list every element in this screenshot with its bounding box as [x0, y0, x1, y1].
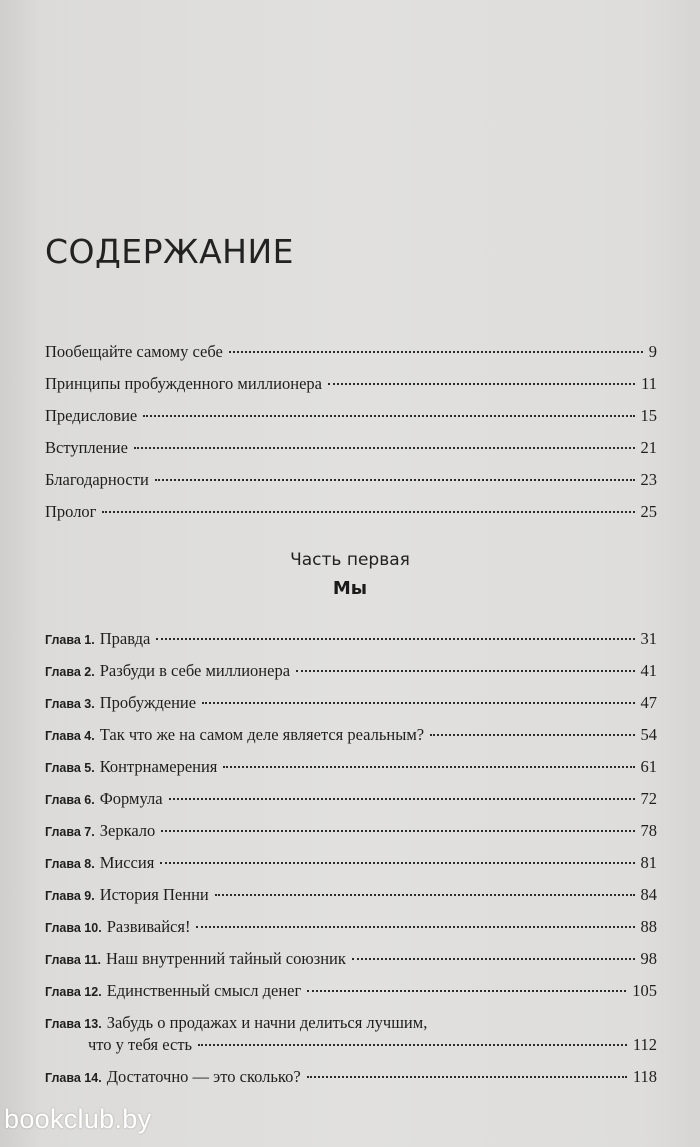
dot-leader: [196, 926, 634, 928]
toc-entry-title: Пообещайте самому себе: [45, 342, 223, 361]
toc-chapter: [88, 1035, 657, 1055]
toc-chapter: [45, 821, 657, 842]
chapter-page: 47: [640, 693, 657, 712]
toc-entry: [45, 438, 657, 458]
toc-chapter: [45, 853, 657, 874]
toc-chapter: [45, 949, 657, 970]
dot-leader: [430, 734, 634, 736]
chapter-number: Глава 4.: [45, 729, 95, 743]
chapter-page: 98: [640, 949, 657, 968]
chapter-number: Глава 5.: [45, 761, 95, 775]
chapter-title: Формула: [99, 789, 163, 808]
dot-leader: [143, 415, 634, 417]
toc-chapter: [45, 1067, 657, 1088]
page-title: СОДЕРЖАНИЕ: [45, 232, 295, 271]
toc-entry: [45, 374, 657, 394]
chapter-number: Глава 3.: [45, 697, 95, 711]
dot-leader: [229, 351, 643, 353]
toc-entry: [45, 502, 657, 522]
chapter-page: 81: [640, 853, 657, 872]
chapter-page: 61: [640, 757, 657, 776]
chapter-title: Контрнамерения: [99, 757, 218, 776]
toc-chapter: [45, 789, 657, 810]
chapter-page: 118: [632, 1067, 657, 1086]
chapter-title: Достаточно — это сколько?: [106, 1067, 301, 1086]
chapter-page: 41: [640, 661, 657, 680]
toc-entry-page: 21: [640, 438, 657, 457]
toc-chapter: [45, 885, 657, 906]
toc-entry-page: 9: [648, 342, 657, 361]
chapter-title: Зеркало: [99, 821, 156, 840]
toc-entry-title: Вступление: [45, 438, 128, 457]
dot-leader: [155, 479, 635, 481]
chapter-number: Глава 8.: [45, 857, 95, 871]
toc-chapter: [45, 629, 657, 650]
toc-entry: [45, 470, 657, 490]
chapter-title: Единственный смысл денег: [106, 981, 302, 1000]
chapter-page: 31: [640, 629, 657, 648]
dot-leader: [307, 990, 626, 992]
toc-entry-page: 11: [641, 374, 657, 393]
chapter-number: Глава 14.: [45, 1071, 102, 1085]
chapter-page: 88: [640, 917, 657, 936]
chapter-number: Глава 7.: [45, 825, 95, 839]
dot-leader: [169, 798, 635, 800]
chapter-number: Глава 2.: [45, 665, 95, 679]
chapter-page: 54: [640, 725, 657, 744]
chapter-page: 112: [632, 1035, 657, 1054]
chapter-title: Наш внутренний тайный союзник: [106, 949, 346, 968]
chapter-title: Разбуди в себе миллионера: [99, 661, 291, 680]
toc-entry: [45, 342, 657, 362]
toc-chapter-line1: [45, 1013, 427, 1034]
dot-leader: [307, 1076, 627, 1078]
chapter-title: Так что же на самом деле является реальным?: [99, 725, 425, 744]
chapter-title: Миссия: [99, 853, 155, 872]
dot-leader: [156, 638, 634, 640]
chapter-number: Глава 11.: [45, 953, 101, 967]
toc-entry-page: 15: [640, 406, 657, 425]
toc-entry-page: 23: [640, 470, 657, 489]
chapter-title: История Пенни: [99, 885, 209, 904]
chapter-title-continued: что у тебя есть: [88, 1035, 193, 1054]
dot-leader: [215, 894, 635, 896]
chapter-number: Глава 9.: [45, 889, 95, 903]
toc-chapter: [45, 693, 657, 714]
toc-chapter: [45, 757, 657, 778]
dot-leader: [202, 702, 634, 704]
dot-leader: [296, 670, 634, 672]
toc-entry-title: Принципы пробужденного миллионера: [45, 374, 322, 393]
chapter-page: 84: [640, 885, 657, 904]
toc-entry-title: Пролог: [45, 502, 97, 521]
toc-chapter: [45, 917, 657, 938]
chapter-number: Глава 12.: [45, 985, 102, 999]
toc-chapter: [45, 981, 657, 1002]
dot-leader: [223, 766, 634, 768]
chapter-title: Правда: [99, 629, 151, 648]
dot-leader: [161, 830, 634, 832]
toc-chapter: [45, 725, 657, 746]
chapter-title: Пробуждение: [99, 693, 197, 712]
part-subtitle: Мы: [332, 578, 368, 599]
dot-leader: [160, 862, 634, 864]
chapter-number: Глава 13.: [45, 1017, 102, 1031]
dot-leader: [198, 1044, 627, 1046]
chapter-number: Глава 1.: [45, 633, 95, 647]
chapter-page: 72: [640, 789, 657, 808]
dot-leader: [328, 383, 635, 385]
toc-entry-title: Благодарности: [45, 470, 149, 489]
dot-leader: [102, 511, 634, 513]
chapter-number: Глава 10.: [45, 921, 102, 935]
chapter-page: 78: [640, 821, 657, 840]
part-title: Часть первая: [290, 550, 410, 570]
toc-entry-page: 25: [640, 502, 657, 521]
watermark: bookclub.by: [4, 1104, 152, 1134]
chapter-number: Глава 6.: [45, 793, 95, 807]
toc-entry: [45, 406, 657, 426]
chapter-title: Развивайся!: [106, 917, 191, 936]
dot-leader: [134, 447, 635, 449]
toc-entry-title: Предисловие: [45, 406, 138, 425]
dot-leader: [352, 958, 635, 960]
toc-chapter: [45, 661, 657, 682]
chapter-page: 105: [632, 981, 657, 1000]
chapter-title: Забудь о продажах и начни делиться лучшим,: [106, 1013, 428, 1032]
